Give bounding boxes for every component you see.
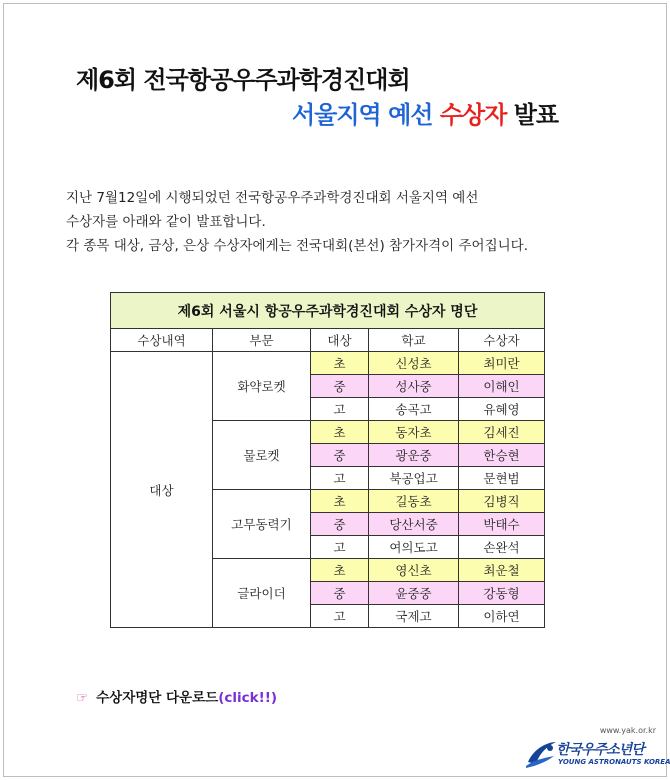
school-cell: 윤중중: [369, 582, 459, 605]
level-cell: 중: [311, 375, 369, 398]
intro-line: 각 종목 대상, 금상, 은상 수상자에게는 전국대회(본선) 참가자격이 주어집니다.: [66, 238, 529, 254]
level-cell: 중: [311, 444, 369, 467]
school-cell: 당산서중: [369, 513, 459, 536]
winner-cell: 김세진: [459, 421, 545, 444]
school-cell: 광운중: [369, 444, 459, 467]
school-cell: 여의도고: [369, 536, 459, 559]
intro-line: 지난 7월12일에 시행되었던 전국항공우주과학경진대회 서울지역 예선: [66, 190, 479, 206]
header-winner: 수상자: [459, 329, 545, 352]
intro-text: [66, 186, 528, 258]
winner-cell: 강동형: [459, 582, 545, 605]
award-cell: 대상: [111, 352, 213, 628]
header-level: 대상: [311, 329, 369, 352]
level-cell: 중: [311, 513, 369, 536]
winner-cell: 문현범: [459, 467, 545, 490]
level-cell: 초: [311, 559, 369, 582]
logo-name: 한국우주소년단: [556, 742, 644, 758]
page-title: 제6회 전국항공우주과학경진대회: [76, 66, 410, 94]
section-cell: 물로켓: [213, 421, 311, 490]
level-cell: 고: [311, 398, 369, 421]
page-subtitle: [292, 95, 558, 130]
rocket-swirl-icon: [524, 738, 558, 770]
school-cell: 신성초: [369, 352, 459, 375]
level-cell: 중: [311, 582, 369, 605]
school-cell: 영신초: [369, 559, 459, 582]
school-cell: 길동초: [369, 490, 459, 513]
winner-cell: 최운철: [459, 559, 545, 582]
school-cell: 송곡고: [369, 398, 459, 421]
org-logo: [520, 726, 670, 772]
section-cell: 화약로켓: [213, 352, 311, 421]
winners-table: [110, 292, 545, 628]
winner-cell: 이하연: [459, 605, 545, 628]
level-cell: 초: [311, 352, 369, 375]
level-cell: 초: [311, 421, 369, 444]
header-section: 부문: [213, 329, 311, 352]
level-cell: 고: [311, 536, 369, 559]
level-cell: 초: [311, 490, 369, 513]
header-award: 수상내역: [111, 329, 213, 352]
school-cell: 국제고: [369, 605, 459, 628]
winner-cell: 이해인: [459, 375, 545, 398]
level-cell: 고: [311, 605, 369, 628]
click-link[interactable]: (click!!): [218, 690, 278, 706]
header-school: 학교: [369, 329, 459, 352]
level-cell: 고: [311, 467, 369, 490]
intro-line: 수상자를 아래와 같이 발표합니다.: [66, 214, 266, 230]
subtitle-announce: 발표: [513, 101, 559, 129]
table-header-row: [111, 329, 545, 352]
winner-cell: 김병직: [459, 490, 545, 513]
download-link[interactable]: [76, 686, 277, 706]
winner-cell: 한승현: [459, 444, 545, 467]
school-cell: 동자초: [369, 421, 459, 444]
pointing-hand-icon: ☞: [76, 690, 89, 706]
section-cell: 글라이더: [213, 559, 311, 628]
table-row: [111, 352, 545, 375]
school-cell: 북공업고: [369, 467, 459, 490]
winner-cell: 손완석: [459, 536, 545, 559]
table-caption: 제6회 서울시 항공우주과학경진대회 수상자 명단: [111, 293, 545, 329]
subtitle-region: 서울지역 예선: [292, 101, 433, 129]
winner-cell: 최미란: [459, 352, 545, 375]
school-cell: 성사중: [369, 375, 459, 398]
download-label[interactable]: 수상자명단 다운로드: [96, 690, 219, 706]
winner-cell: 유혜영: [459, 398, 545, 421]
logo-subtitle: YOUNG ASTRONAUTS KOREA: [558, 758, 670, 766]
section-cell: 고무동력기: [213, 490, 311, 559]
logo-url: www.yak.or.kr: [599, 726, 656, 735]
table-body: [111, 352, 545, 628]
winner-cell: 박태수: [459, 513, 545, 536]
subtitle-winners: 수상자: [439, 101, 507, 129]
